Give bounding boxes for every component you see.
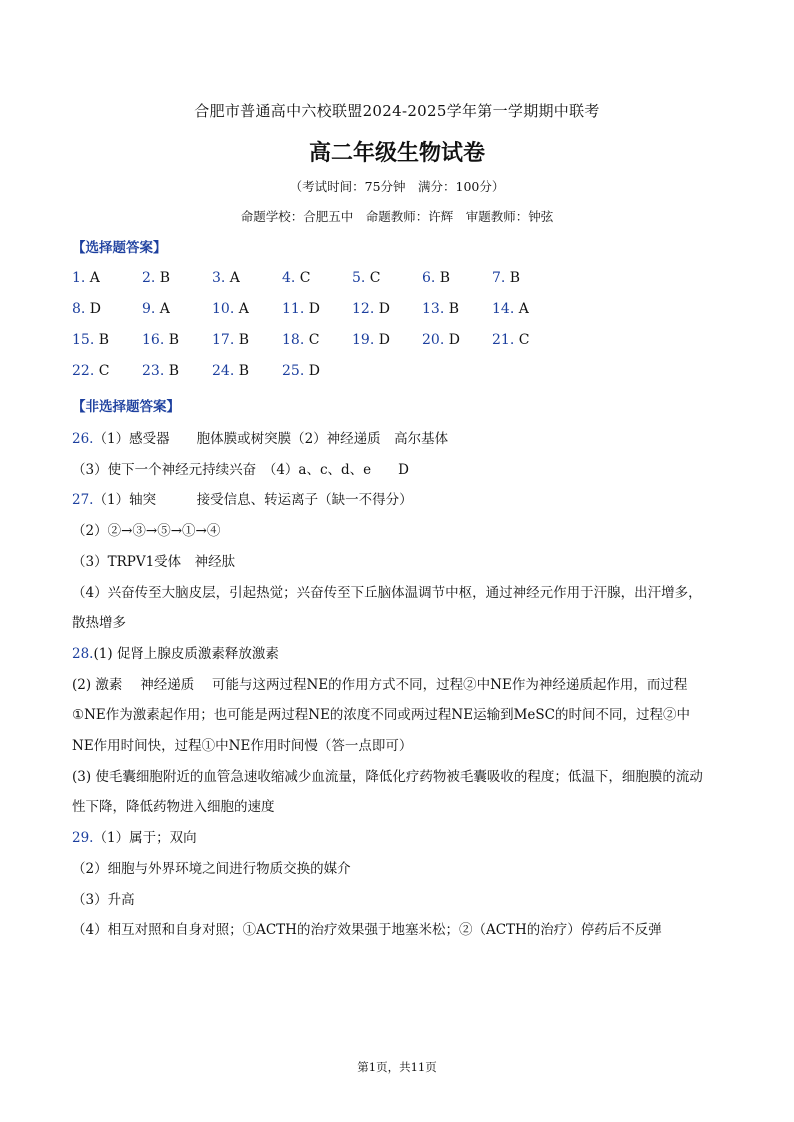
mc-answer: [72, 270, 100, 286]
answer-letter: A: [234, 301, 249, 317]
answer-letter: B: [505, 270, 521, 286]
mc-answer: [142, 332, 179, 348]
subject-title: 高二年级生物试卷: [308, 141, 485, 166]
answer-letter: B: [234, 332, 250, 348]
mc-answer: [72, 301, 101, 317]
mc-answer: [282, 270, 311, 286]
mc-answer: [212, 363, 249, 379]
answer-letter: B: [94, 332, 110, 348]
answer-line: [72, 642, 279, 662]
answer-line: [72, 888, 135, 908]
mc-answer: [352, 332, 390, 348]
answer-line: [72, 519, 220, 539]
answer-text: （3）升高: [72, 891, 135, 908]
answer-letter: B: [164, 363, 180, 379]
mc-answer: [422, 270, 450, 286]
answer-line: [72, 734, 412, 754]
answer-line: [72, 611, 126, 631]
question-number: 28.: [72, 645, 94, 662]
question-number: 27.: [72, 492, 94, 509]
mc-section-title: 【选择题答案】: [72, 240, 167, 256]
question-number: 13.: [422, 301, 445, 317]
mc-answer: [142, 301, 170, 317]
mc-answer: [492, 301, 529, 317]
mc-answer: [422, 301, 459, 317]
question-number: 2.: [142, 270, 156, 286]
nonmc-section-title: 【非选择题答案】: [72, 399, 180, 415]
question-number: 10.: [212, 301, 235, 317]
mc-answer: [72, 332, 109, 348]
answer-text: （2）细胞与外界环境之间进行物质交换的媒介: [72, 860, 351, 877]
mc-answer: [422, 332, 460, 348]
answer-text: （4）相互对照和自身对照；①ACTH的治疗效果强于地塞米松；②（ACTH的治疗）停药后不反弹: [72, 922, 662, 939]
question-number: 22.: [72, 363, 95, 379]
answer-text: ①NE作为激素起作用；也可能是两过程NE的浓度不同或两过程NE运输到MeSC的时间不同，过程②中: [72, 707, 690, 724]
page-footer: 第1页，共11页: [357, 1060, 437, 1074]
answer-letter: D: [85, 301, 102, 317]
answer-text: 性下降，降低药物进入细胞的速度: [72, 799, 275, 816]
question-number: 15.: [72, 332, 95, 348]
question-number: 25.: [282, 363, 305, 379]
answer-line: [72, 703, 690, 723]
question-number: 14.: [492, 301, 515, 317]
answer-text: (3) 使毛囊细胞附近的血管急速收缩减少血流量，降低化疗药物被毛囊吸收的程度；低温下，细胞膜的流动: [72, 768, 703, 785]
question-number: 29.: [72, 830, 94, 847]
answer-text: (1) 促肾上腺皮质激素释放激素: [93, 645, 279, 662]
exam-title: 合肥市普通高中六校联盟2024-2025学年第一学期期中联考: [194, 102, 600, 120]
answer-text: （1）轴突 接受信息、转运离子（缺一不得分）: [93, 492, 413, 509]
mc-answer: [212, 332, 249, 348]
question-number: 24.: [212, 363, 235, 379]
answer-letter: B: [164, 332, 180, 348]
question-number: 4.: [282, 270, 296, 286]
answer-letter: C: [295, 270, 311, 286]
question-number: 19.: [352, 332, 375, 348]
answer-text: （3）使下一个神经元持续兴奋 （4）a、c、d、e D: [72, 461, 409, 478]
answer-text: （1）感受器 胞体膜或树突膜（2）神经递质 高尔基体: [93, 431, 449, 447]
mc-answer: [492, 332, 529, 348]
answer-letter: D: [374, 301, 390, 317]
mc-answer: [352, 301, 390, 317]
question-number: 16.: [142, 332, 165, 348]
answer-letter: C: [94, 363, 110, 379]
mc-answer: [352, 270, 381, 286]
answer-letter: D: [444, 332, 460, 348]
mc-answer: [212, 270, 240, 286]
answer-letter: D: [304, 363, 320, 379]
answer-letter: C: [514, 332, 530, 348]
question-number: 7.: [492, 270, 506, 286]
mc-answer: [282, 332, 319, 348]
answer-letter: A: [225, 270, 240, 286]
answer-line: [72, 550, 235, 570]
answer-letter: B: [435, 270, 451, 286]
question-number: 5.: [352, 270, 366, 286]
answer-line: [72, 765, 703, 785]
answer-line: [72, 427, 448, 447]
answer-letter: D: [304, 301, 320, 317]
mc-answer: [142, 363, 179, 379]
question-number: 18.: [282, 332, 305, 348]
answer-letter: B: [234, 363, 250, 379]
question-number: 21.: [492, 332, 515, 348]
answer-text: NE作用时间快，过程①中NE作用时间慢（答一点即可）: [72, 738, 413, 754]
answer-letter: C: [304, 332, 320, 348]
question-number: 17.: [212, 332, 235, 348]
answer-line: [72, 918, 662, 938]
answer-letter: A: [85, 270, 100, 286]
answer-text: （1）属于；双向: [93, 830, 197, 847]
question-number: 1.: [72, 270, 86, 286]
answer-line: [72, 458, 409, 478]
question-number: 9.: [142, 301, 156, 317]
question-number: 23.: [142, 363, 165, 379]
answer-line: [72, 673, 687, 693]
answer-text: (2) 激素 神经递质 可能与这两过程NE的作用方式不同，过程②中NE作为神经递质起作用，而过程: [72, 676, 688, 693]
authors-line: 命题学校：合肥五中 命题教师：许辉 审题教师：钟弦: [240, 209, 554, 224]
mc-answer: [282, 301, 320, 317]
answer-letter: C: [365, 270, 381, 286]
answer-letter: A: [155, 301, 170, 317]
answer-line: [72, 857, 351, 877]
answer-line: [72, 826, 197, 846]
answer-letter: D: [374, 332, 390, 348]
answer-text: （4）兴奋传至大脑皮层，引起热觉；兴奋传至下丘脑体温调节中枢，通过神经元作用于汗腺，出汗增多，: [72, 584, 702, 601]
answer-line: [72, 488, 413, 508]
question-number: 11.: [282, 301, 305, 317]
answer-letter: B: [155, 270, 171, 286]
question-number: 3.: [212, 270, 226, 286]
answer-text: （2）②→③→⑤→①→④: [72, 523, 221, 540]
question-number: 26.: [72, 431, 94, 447]
mc-answer: [142, 270, 170, 286]
question-number: 12.: [352, 301, 375, 317]
mc-answer: [212, 301, 249, 317]
mc-answer: [492, 270, 520, 286]
question-number: 8.: [72, 301, 86, 317]
answer-line: [72, 581, 702, 601]
question-number: 6.: [422, 270, 436, 286]
question-number: 20.: [422, 332, 445, 348]
mc-answer: [282, 363, 320, 379]
answer-letter: B: [444, 301, 460, 317]
answer-letter: A: [514, 301, 529, 317]
answer-text: （3）TRPV1受体 神经肽: [72, 553, 236, 570]
exam-info: （考试时间：75分钟 满分：100分）: [289, 179, 505, 194]
mc-answer: [72, 363, 109, 379]
answer-text: 散热增多: [72, 615, 126, 632]
answer-line: [72, 795, 275, 815]
